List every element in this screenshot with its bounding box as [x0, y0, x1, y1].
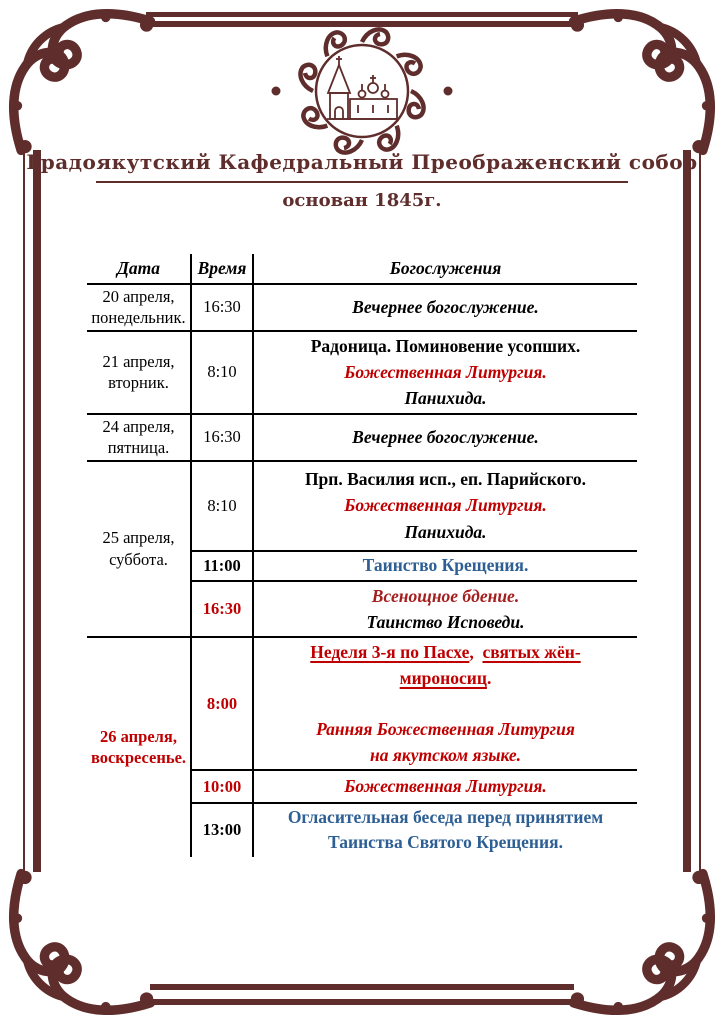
service-cell: Всенощное бдение. Таинство Исповеди.	[253, 581, 637, 638]
time-cell: 16:30	[191, 284, 253, 331]
time-cell: 8:10	[191, 331, 253, 414]
date-cell: 24 апреля, пятница.	[87, 414, 191, 461]
service-cell: Таинство Крещения.	[253, 551, 637, 581]
service-cell: Огласительная беседа перед принятием Таинства Святого Крещения.	[287, 807, 604, 853]
date-cell: 21 апреля, вторник.	[87, 331, 191, 414]
corner-flourish-icon	[6, 866, 158, 1018]
column-header-services: Богослужения	[253, 254, 637, 284]
time-cell: 8:10	[191, 461, 253, 551]
table-row	[87, 637, 637, 770]
table-row	[87, 331, 637, 414]
schedule-table	[87, 254, 637, 857]
frame-bottom-line	[150, 984, 574, 990]
column-header-date: Дата	[87, 254, 191, 284]
frame-bottom-line	[150, 999, 574, 1005]
table-row	[87, 284, 637, 331]
service-cell: Радоница. Поминовение усопших. Божественная Литургия. Панихида.	[253, 331, 637, 414]
page-title: Градоякутский Кафедральный Преображенский собор	[26, 150, 698, 174]
time-cell: 13:00	[191, 803, 253, 857]
date-cell: 20 апреля, понедельник.	[87, 284, 191, 331]
time-cell: 16:30	[191, 581, 253, 638]
time-cell: 16:30	[191, 414, 253, 461]
date-cell: 26 апреля, воскресенье.	[87, 637, 191, 857]
page-subtitle: основан 1845г.	[282, 190, 442, 211]
service-cell: Божественная Литургия.	[253, 770, 637, 803]
date-cell: 25 апреля, суббота.	[87, 461, 191, 638]
service-cell: Вечернее богослужение.	[253, 284, 637, 331]
corner-flourish-icon	[566, 866, 718, 1018]
blank-line	[256, 692, 635, 716]
service-cell: Неделя 3-я по Пасхе, святых жён- мироносиц. Ранняя Божественная Литургия на якутском языке.	[253, 637, 637, 770]
time-cell: 8:00	[191, 637, 253, 770]
service-cell: Прп. Василия исп., еп. Парийского. Божественная Литургия. Панихида.	[253, 461, 637, 551]
table-header-row	[87, 254, 637, 284]
table-row	[87, 461, 637, 551]
time-cell: 11:00	[191, 551, 253, 581]
column-header-time: Время	[191, 254, 253, 284]
time-cell: 10:00	[191, 770, 253, 803]
table-row	[87, 414, 637, 461]
title-divider	[96, 181, 628, 183]
service-cell: Вечернее богослужение.	[253, 414, 637, 461]
